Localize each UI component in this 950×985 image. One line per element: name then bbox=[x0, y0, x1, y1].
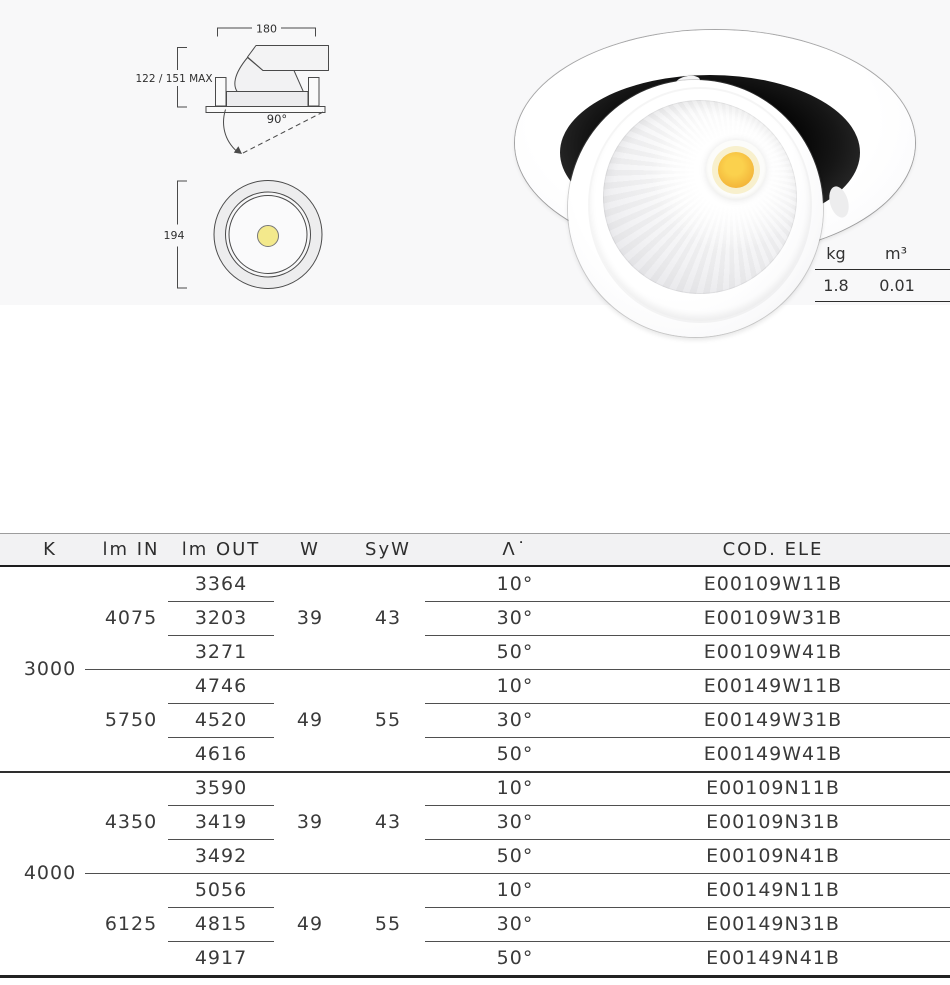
fixture-base-plate bbox=[206, 107, 325, 113]
beam-angle-value: 30° bbox=[496, 607, 534, 629]
side-view-drawing bbox=[178, 28, 329, 154]
weight-table-line-bottom bbox=[815, 301, 950, 302]
row-separator bbox=[168, 941, 274, 942]
product-code: E00109N31B bbox=[706, 811, 840, 833]
lm-out-value: 4616 bbox=[194, 743, 248, 765]
w-value: 39 bbox=[296, 607, 324, 629]
subgroup-separator bbox=[85, 669, 950, 670]
front-led-dot bbox=[258, 226, 279, 247]
fixture-bracket-right bbox=[309, 78, 320, 107]
row-separator bbox=[425, 703, 950, 704]
row-separator bbox=[168, 635, 274, 636]
row-separator bbox=[425, 805, 950, 806]
product-code: E00149W41B bbox=[703, 743, 843, 765]
row-separator bbox=[425, 601, 950, 602]
front-view-drawing bbox=[178, 181, 323, 289]
table-row bbox=[0, 805, 950, 839]
row-separator bbox=[168, 737, 274, 738]
lm-out-value: 3492 bbox=[194, 845, 248, 867]
height-label: 122 / 151 MAX bbox=[135, 73, 213, 85]
product-code: E00109N11B bbox=[706, 777, 840, 799]
beam-angle-value: 10° bbox=[496, 675, 534, 697]
row-separator bbox=[168, 805, 274, 806]
lm-out-value: 4917 bbox=[194, 947, 248, 969]
fixture-head bbox=[248, 46, 329, 71]
weight-volume-table bbox=[806, 242, 950, 306]
syw-value: 55 bbox=[374, 913, 402, 935]
weight-value: 1.8 bbox=[823, 276, 849, 295]
product-code: E00109W11B bbox=[703, 573, 843, 595]
product-code: E00109N41B bbox=[706, 845, 840, 867]
lm-in-value: 4350 bbox=[104, 811, 158, 833]
row-separator bbox=[168, 907, 274, 908]
row-separator bbox=[425, 635, 950, 636]
lm-in-value: 6125 bbox=[104, 913, 158, 935]
header-beam-angle: Λ˙ bbox=[502, 539, 528, 560]
lm-out-value: 5056 bbox=[194, 879, 248, 901]
lm-in-value: 4075 bbox=[104, 607, 158, 629]
weight-table-line-top bbox=[815, 269, 950, 270]
photo-reflector bbox=[603, 100, 797, 294]
table-row bbox=[0, 907, 950, 941]
table-bottom-border bbox=[0, 975, 950, 978]
table-row bbox=[0, 669, 950, 703]
lm-out-value: 4815 bbox=[194, 913, 248, 935]
table-row bbox=[0, 873, 950, 907]
row-separator bbox=[425, 941, 950, 942]
lm-out-value: 3419 bbox=[194, 811, 248, 833]
row-separator bbox=[425, 907, 950, 908]
table-row bbox=[0, 771, 950, 805]
product-code: E00109W41B bbox=[703, 641, 843, 663]
w-value: 49 bbox=[296, 913, 324, 935]
beam-angle-value: 30° bbox=[496, 811, 534, 833]
weight-header: kg bbox=[826, 244, 846, 263]
lm-in-value: 5750 bbox=[104, 709, 158, 731]
spec-table-header bbox=[0, 533, 950, 567]
table-row bbox=[0, 703, 950, 737]
lm-out-value: 3590 bbox=[194, 777, 248, 799]
product-code: E00149N31B bbox=[706, 913, 840, 935]
beam-angle-value: 10° bbox=[496, 879, 534, 901]
beam-angle-value: 50° bbox=[496, 947, 534, 969]
lm-out-value: 3271 bbox=[194, 641, 248, 663]
volume-value: 0.01 bbox=[879, 276, 915, 295]
product-code: E00149N41B bbox=[706, 947, 840, 969]
row-separator bbox=[168, 601, 274, 602]
tilt-arc bbox=[224, 110, 237, 152]
product-code: E00149W31B bbox=[703, 709, 843, 731]
row-separator bbox=[168, 703, 274, 704]
subgroup-separator bbox=[85, 873, 950, 874]
row-separator bbox=[168, 839, 274, 840]
beam-angle-value: 10° bbox=[496, 573, 534, 595]
row-separator bbox=[425, 737, 950, 738]
table-row bbox=[0, 567, 950, 601]
table-row bbox=[0, 839, 950, 873]
header-lm-in: lm IN bbox=[102, 539, 160, 560]
width-label: 180 bbox=[256, 22, 277, 36]
row-separator bbox=[425, 839, 950, 840]
table-row bbox=[0, 601, 950, 635]
table-row bbox=[0, 737, 950, 771]
beam-angle-value: 10° bbox=[496, 777, 534, 799]
w-value: 39 bbox=[296, 811, 324, 833]
product-code: E00109W31B bbox=[703, 607, 843, 629]
group-separator bbox=[0, 771, 950, 773]
volume-header: m³ bbox=[885, 244, 907, 263]
photo-led-cob bbox=[718, 152, 754, 188]
lm-out-value: 3364 bbox=[194, 573, 248, 595]
table-row bbox=[0, 941, 950, 975]
header-cod-ele: COD. ELE bbox=[722, 539, 824, 560]
header-w: W bbox=[300, 539, 320, 560]
w-value: 49 bbox=[296, 709, 324, 731]
beam-angle-value: 30° bbox=[496, 913, 534, 935]
table-row bbox=[0, 635, 950, 669]
lm-out-value: 3203 bbox=[194, 607, 248, 629]
lm-out-value: 4520 bbox=[194, 709, 248, 731]
fixture-trim-side bbox=[227, 92, 309, 107]
product-code: E00149N11B bbox=[706, 879, 840, 901]
beam-angle-value: 50° bbox=[496, 743, 534, 765]
header-lm-out: lm OUT bbox=[181, 539, 261, 560]
tilt-angle-label: 90° bbox=[266, 112, 288, 126]
syw-value: 43 bbox=[374, 607, 402, 629]
lm-out-value: 4746 bbox=[194, 675, 248, 697]
k-group-4000: 4000 bbox=[23, 862, 77, 884]
product-code: E00149W11B bbox=[703, 675, 843, 697]
beam-angle-value: 50° bbox=[496, 845, 534, 867]
diameter-label: 194 bbox=[163, 229, 185, 242]
beam-angle-value: 50° bbox=[496, 641, 534, 663]
syw-value: 55 bbox=[374, 709, 402, 731]
header-k: K bbox=[43, 539, 57, 560]
fixture-bracket-left bbox=[216, 78, 227, 107]
k-group-3000: 3000 bbox=[23, 658, 77, 680]
header-syw: SyW bbox=[365, 539, 411, 560]
spec-table bbox=[0, 533, 950, 979]
beam-angle-value: 30° bbox=[496, 709, 534, 731]
syw-value: 43 bbox=[374, 811, 402, 833]
